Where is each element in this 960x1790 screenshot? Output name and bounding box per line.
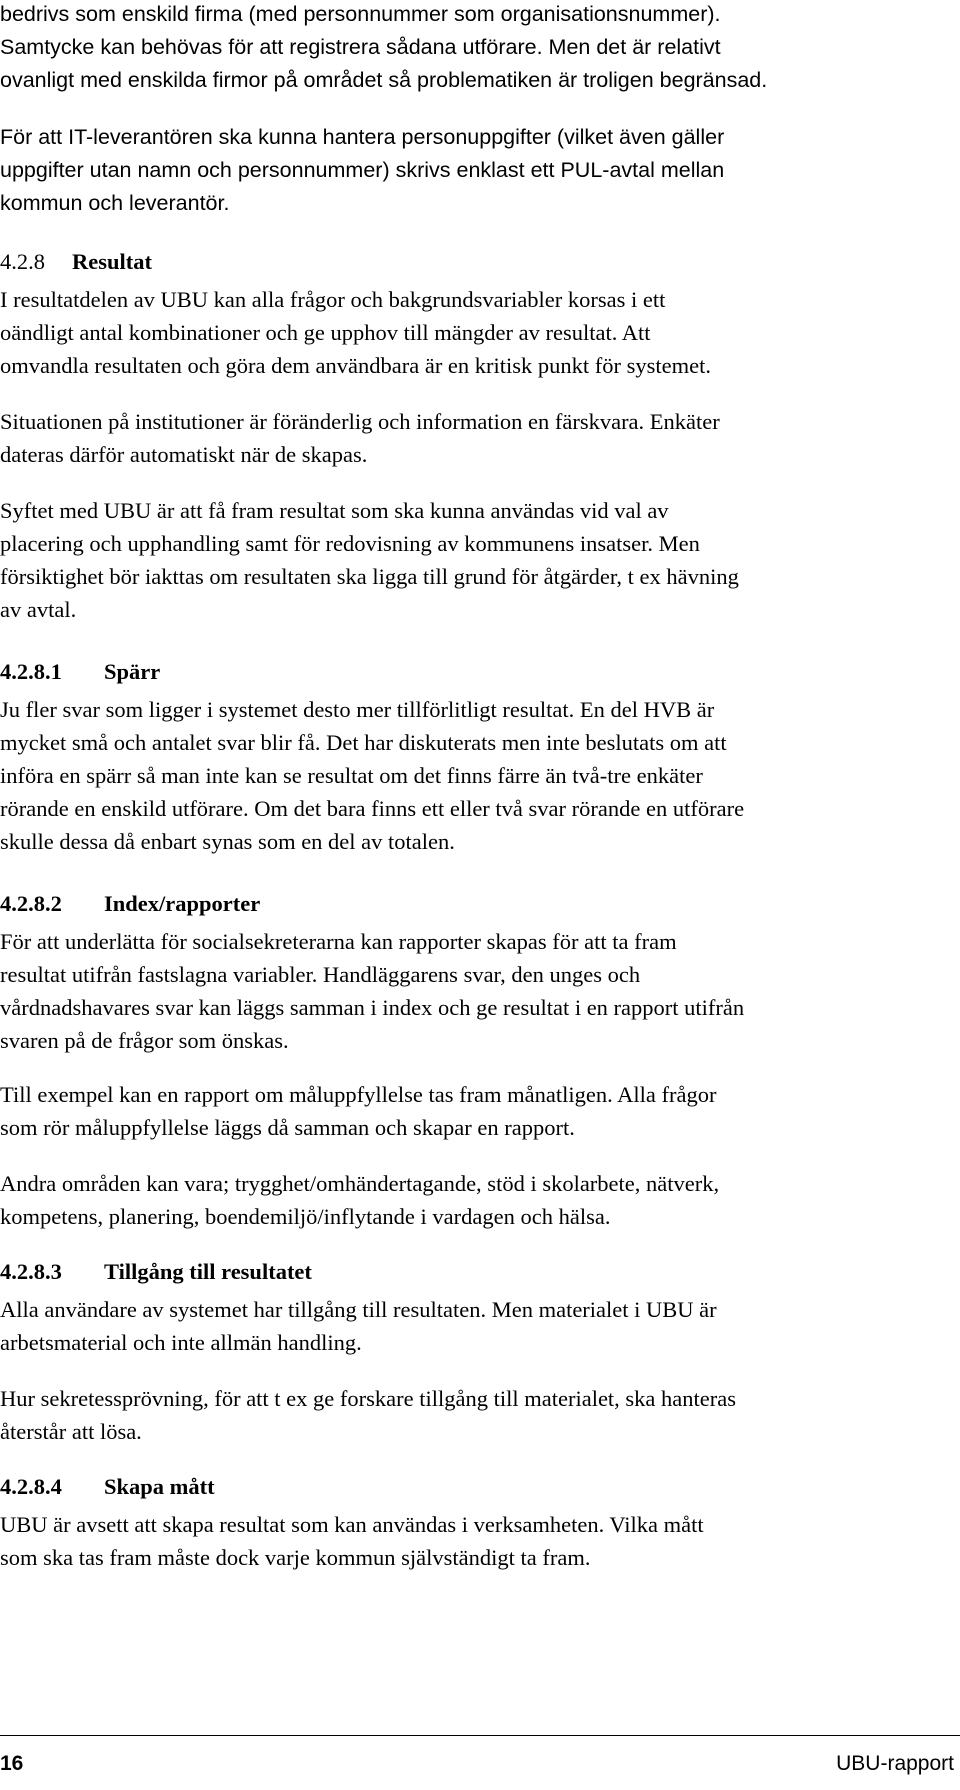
heading-number: 4.2.8.2 xyxy=(0,891,62,916)
heading-title: Index/rapporter xyxy=(104,891,261,916)
text-line: Alla användare av systemet har tillgång till resultaten. Men materialet i UBU är xyxy=(0,1297,717,1322)
heading-title: Skapa mått xyxy=(104,1474,215,1499)
heading-number: 4.2.8.4 xyxy=(0,1474,62,1499)
text-line: arbetsmaterial och inte allmän handling. xyxy=(0,1330,362,1355)
text-line: kommun och leverantör. xyxy=(0,191,230,215)
footer-page-number: 16 xyxy=(0,1752,24,1775)
text-line: dateras därför automatiskt när de skapas. xyxy=(0,442,368,467)
heading-number: 4.2.8.1 xyxy=(0,659,62,684)
section-heading-resultat xyxy=(0,247,152,277)
text-line: placering och upphandling samt för redovisning av kommunens insatser. Men xyxy=(0,531,700,556)
text-line: Hur sekretessprövning, för att t ex ge forskare tillgång till materialet, ska hanteras xyxy=(0,1386,737,1411)
text-line: rörande en enskild utförare. Om det bara finns ett eller två svar rörande en utförare xyxy=(0,796,745,821)
text-line: omvandla resultaten och göra dem användbara är en kritisk punkt för systemet. xyxy=(0,353,712,378)
paragraph-tillgang xyxy=(0,1293,945,1359)
text-line: bedrivs som enskild firma (med personnummer som organisationsnummer). xyxy=(0,2,721,26)
text-line: UBU är avsett att skapa resultat som kan användas i verksamheten. Vilka mått xyxy=(0,1512,704,1537)
text-line: av avtal. xyxy=(0,597,77,622)
text-line: försiktighet bör iakttas om resultaten ska ligga till grund för åtgärder, t ex hävning xyxy=(0,564,739,589)
heading-number: 4.2.8 xyxy=(0,249,45,274)
text-line: återstår att lösa. xyxy=(0,1419,142,1444)
section-heading-sparr xyxy=(0,657,160,687)
section-heading-index-rapporter xyxy=(0,889,260,919)
text-line: Syftet med UBU är att få fram resultat som ska kunna användas vid val av xyxy=(0,498,669,523)
text-line: Samtycke kan behövas för att registrera sådana utförare. Men det är relativt xyxy=(0,35,721,59)
text-line: ovanligt med enskilda firmor på området så problematiken är troligen begränsad. xyxy=(0,68,768,92)
text-line: Situationen på institutioner är föränderlig och information en färskvara. Enkäter xyxy=(0,409,720,434)
heading-title: Spärr xyxy=(104,659,161,684)
text-line: Ju fler svar som ligger i systemet desto mer tillförlitligt resultat. En del HVB är xyxy=(0,697,715,722)
section-heading-skapa-matt xyxy=(0,1472,215,1502)
paragraph-syftet xyxy=(0,494,945,626)
text-line: mycket små och antalet svar blir få. Det har diskuterats men inte beslutats om att xyxy=(0,730,727,755)
text-line: som rör måluppfyllelse läggs då samman och skapar en rapport. xyxy=(0,1115,575,1140)
paragraph-sparr xyxy=(0,693,945,858)
text-line: svaren på de frågor som önskas. xyxy=(0,1028,289,1053)
text-line: Andra områden kan vara; trygghet/omhändertagande, stöd i skolarbete, nätverk, xyxy=(0,1171,720,1196)
text-line: vårdnadshavares svar kan läggs samman i index och ge resultat i en rapport utifrån xyxy=(0,995,745,1020)
text-line: oändligt antal kombinationer och ge upphov till mängder av resultat. Att xyxy=(0,320,651,345)
footer-divider xyxy=(0,1735,960,1736)
paragraph-index-rapporter xyxy=(0,925,945,1057)
text-line: För att underlätta för socialsekreterarna kan rapporter skapas för att ta fram xyxy=(0,929,677,954)
text-line: Till exempel kan en rapport om måluppfyllelse tas fram månatligen. Alla frågor xyxy=(0,1082,717,1107)
text-line: som ska tas fram måste dock varje kommun självständigt ta fram. xyxy=(0,1545,591,1570)
paragraph-situationen xyxy=(0,405,945,471)
paragraph-resultatdelen xyxy=(0,283,945,382)
paragraph-sekretess xyxy=(0,1382,945,1448)
text-line: införa en spärr så man inte kan se resultat om det finns färre än två-tre enkäter xyxy=(0,763,703,788)
text-line: resultat utifrån fastslagna variabler. Handläggarens svar, den unges och xyxy=(0,962,641,987)
paragraph-skapa-matt xyxy=(0,1508,945,1574)
text-line: kompetens, planering, boendemiljö/inflytande i vardagen och hälsa. xyxy=(0,1204,611,1229)
text-line: För att IT-leverantören ska kunna hantera personuppgifter (vilket även gäller xyxy=(0,125,725,149)
section-heading-tillgang xyxy=(0,1257,312,1287)
footer-document-title: UBU-rapport xyxy=(836,1752,954,1775)
paragraph-pul-intro xyxy=(0,0,945,97)
paragraph-pul-avtal xyxy=(0,121,945,220)
paragraph-till-exempel xyxy=(0,1078,945,1144)
heading-title: Tillgång till resultatet xyxy=(104,1259,312,1284)
heading-title: Resultat xyxy=(72,249,152,274)
paragraph-andra-omraden xyxy=(0,1167,945,1233)
text-line: uppgifter utan namn och personnummer) skrivs enklast ett PUL-avtal mellan xyxy=(0,158,725,182)
heading-number: 4.2.8.3 xyxy=(0,1259,62,1284)
text-line: skulle dessa då enbart synas som en del av totalen. xyxy=(0,829,455,854)
text-line: I resultatdelen av UBU kan alla frågor och bakgrundsvariabler korsas i ett xyxy=(0,287,666,312)
